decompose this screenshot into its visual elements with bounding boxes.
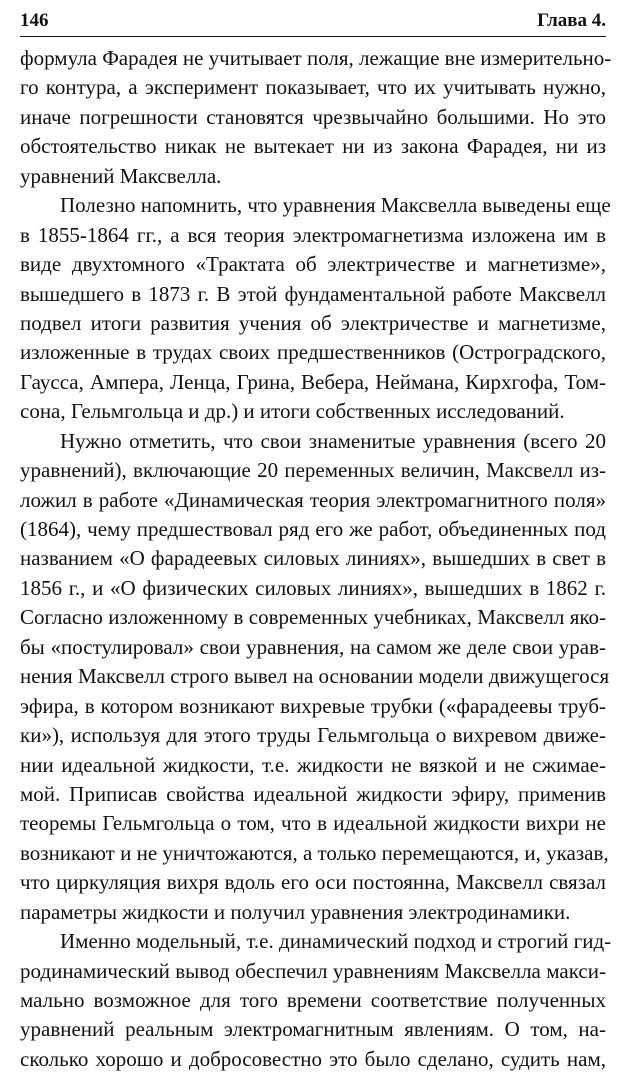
body-text	[20, 44, 612, 1074]
text-line: что циркуляция вихря вдоль его оси постоянна, Максвелл связал	[20, 870, 606, 895]
running-header	[20, 8, 606, 37]
text-line: нии идеальной жидкости, т.е. жидкости не вязкой и не сжимае-	[20, 752, 606, 777]
text-line: мой. Приписав свойства идеальной жидкости эфиру, применив	[20, 781, 606, 806]
page-number: 146	[20, 10, 49, 31]
text-line: уравнений), включающие 20 переменных величин, Максвелл из-	[20, 458, 606, 483]
text-line: названием «О фарадеевых силовых линиях», вышедших в свет в	[20, 546, 606, 571]
text-line: уравнений реальным электромагнитным явлениям. О том, на-	[20, 1017, 606, 1042]
text-line: возникают и не уничтожаются, а только перемещаются, и, указав,	[20, 840, 609, 865]
text-line: родинамический вывод обеспечил уравнениям Максвелла макси-	[20, 958, 606, 983]
text-line: теоремы Гельмгольца о том, что в идеальной жидкости вихри не	[20, 811, 606, 836]
text-line: эфира, в котором возникают вихревые трубки («фарадеевы труб-	[20, 693, 606, 718]
text-line: формула Фарадея не учитывает поля, лежащие вне измерительно-	[20, 46, 612, 70]
text-line: бы «постулировал» свои уравнения, на самом же деле свои урав-	[20, 634, 606, 659]
text-line: Согласно изложенному в современных учебниках, Максвелл яко-	[20, 605, 606, 630]
text-line: мально возможное для того времени соответствие полученных	[20, 988, 606, 1012]
text-line: Гаусса, Ампера, Ленца, Грина, Вебера, Неймана, Кирхгофа, Том-	[20, 369, 606, 394]
text-line: го контура, а эксперимент показывает, что их учитывать нужно,	[20, 75, 606, 100]
text-line: сона, Гельмгольца и др.) и итоги собственных исследований.	[20, 399, 565, 424]
text-line: подвел итоги развития учения об электричестве и магнетизме,	[20, 310, 606, 335]
text-line: 1856 г., и «О физических силовых линиях», вышедших в 1862 г.	[20, 575, 606, 600]
text-line: уравнений Максвелла.	[20, 163, 222, 188]
text-line: обстоятельство никак не вытекает ни из закона Фарадея, ни из	[20, 134, 606, 159]
text-line: Нужно отметить, что свои знаменитые уравнения (всего 20	[60, 428, 606, 453]
text-line: изложенные в трудах своих предшественников (Остроградского,	[20, 340, 606, 365]
text-line: Полезно напомнить, что уравнения Максвелла выведены еще	[60, 193, 611, 218]
text-line: Именно модельный, т.е. динамический подход и строгий гид-	[60, 929, 612, 954]
text-line: ложил в работе «Динамическая теория электромагнитного поля»	[20, 487, 606, 512]
text-line: сколько хорошо и добросовестно это было сделано, судить нам,	[20, 1046, 606, 1071]
text-line: виде двухтомного «Трактата об электричестве и магнетизме»,	[20, 252, 606, 277]
text-line: параметры жидкости и получил уравнения электродинамики.	[20, 899, 571, 924]
text-line: нения Максвелл строго вывел на основании модели движущегося	[20, 664, 610, 689]
chapter-title: Глава 4.	[537, 10, 606, 31]
text-line: иначе погрешности становятся чрезвычайно большими. Но это	[20, 104, 606, 129]
text-line: ки»), используя для этого труды Гельмгольца о вихревом движе-	[20, 723, 606, 748]
text-line: (1864), чему предшествовал ряд его же работ, объединенных под	[20, 517, 606, 541]
text-line: в 1855-1864 гг., а вся теория электромагнетизма изложена им в	[20, 222, 606, 247]
text-line: вышедшего в 1873 г. В этой фундаментальной работе Максвелл	[20, 281, 606, 306]
